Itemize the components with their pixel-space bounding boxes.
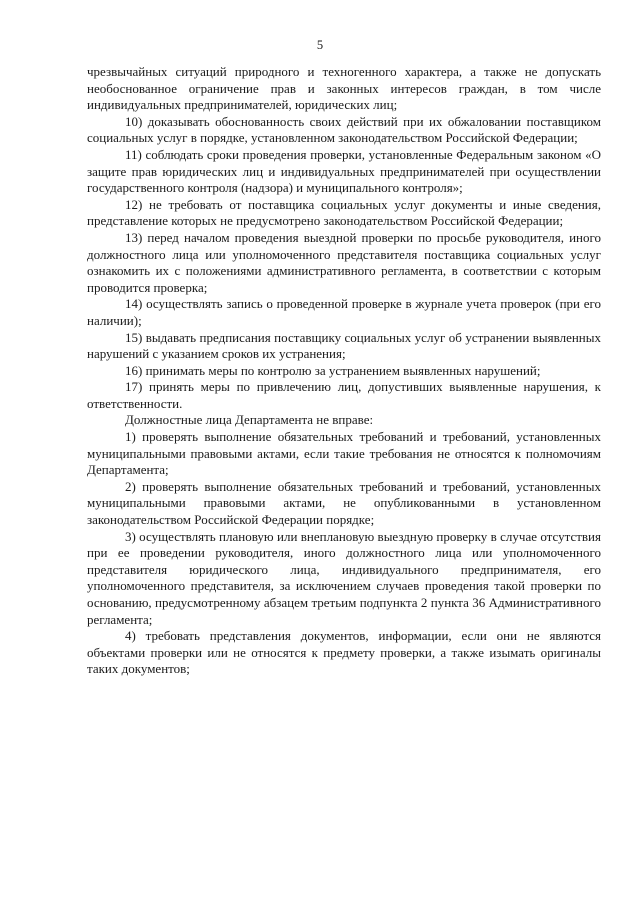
paragraph-item-14: 14) осуществлять запись о проведенной проверке в журнале учета проверок (при его наличии); bbox=[87, 296, 601, 328]
document-body bbox=[87, 64, 601, 678]
paragraph-prohibition-3: 3) осуществлять плановую или внеплановую выездную проверку в случае отсутствия при ее проведении руководителя, иного должностного лица или уполномоченного представителя юридического лица, индивидуального предпринимателя, его уполномоченного представителя, за исключением случаев проведения такой проверки по основанию, предусмотренному абзацем третьим подпункта 2 пункта 36 Административного регламента; bbox=[87, 528, 601, 627]
paragraph-prohibition-4: 4) требовать представления документов, информации, если они не являются объектами проверки или не относятся к предмету проверки, а также изымать оригиналы таких документов; bbox=[87, 628, 601, 677]
paragraph-prohibitions-heading: Должностные лица Департамента не вправе: bbox=[125, 412, 374, 428]
paragraph-prohibition-1: 1) проверять выполнение обязательных требований и требований, установленных муниципальными правовыми актами, если такие требования не относятся к полномочиям Департамента; bbox=[87, 429, 601, 478]
paragraph-item-17: 17) принять меры по привлечению лиц, допустивших выявленные нарушения, к ответственности. bbox=[87, 379, 601, 411]
page-number: 5 bbox=[316, 38, 324, 52]
paragraph-item-15: 15) выдавать предписания поставщику социальных услуг об устранении выявленных нарушений с указанием сроков их устранения; bbox=[87, 329, 601, 362]
paragraph-continuation: чрезвычайных ситуаций природного и техногенного характера, а также не допускать необоснованное ограничение прав и законных интересов граждан, в том числе индивидуальных предпринимателей, юридических лиц; bbox=[87, 64, 601, 113]
paragraph-prohibition-2: 2) проверять выполнение обязательных требований и требований, установленных муниципальными правовыми актами, не опубликованными в установленном законодательством Российской Федерации порядке; bbox=[87, 478, 601, 528]
paragraph-item-12: 12) не требовать от поставщика социальных услуг документы и иные сведения, представление которых не предусмотрено законодательством Российской Федерации; bbox=[87, 196, 601, 229]
paragraph-item-11: 11) соблюдать сроки проведения проверки, установленные Федеральным законом «О защите прав юридических лиц и индивидуальных предпринимателей при осуществлении государственного контроля (надзора) и муниципального контроля»; bbox=[87, 146, 601, 196]
paragraph-item-16: 16) принимать меры по контролю за устранением выявленных нарушений; bbox=[125, 362, 541, 378]
paragraph-item-10: 10) доказывать обоснованность своих действий при их обжаловании поставщиком социальных услуг в порядке, установленном законодательством Российской Федерации; bbox=[87, 113, 601, 146]
paragraph-item-13: 13) перед началом проведения выездной проверки по просьбе руководителя, иного должностного лица или уполномоченного представителя поставщика социальных услуг ознакомить их с положениями административного регламента, в соответствии с которым проводится проверка; bbox=[87, 229, 601, 295]
